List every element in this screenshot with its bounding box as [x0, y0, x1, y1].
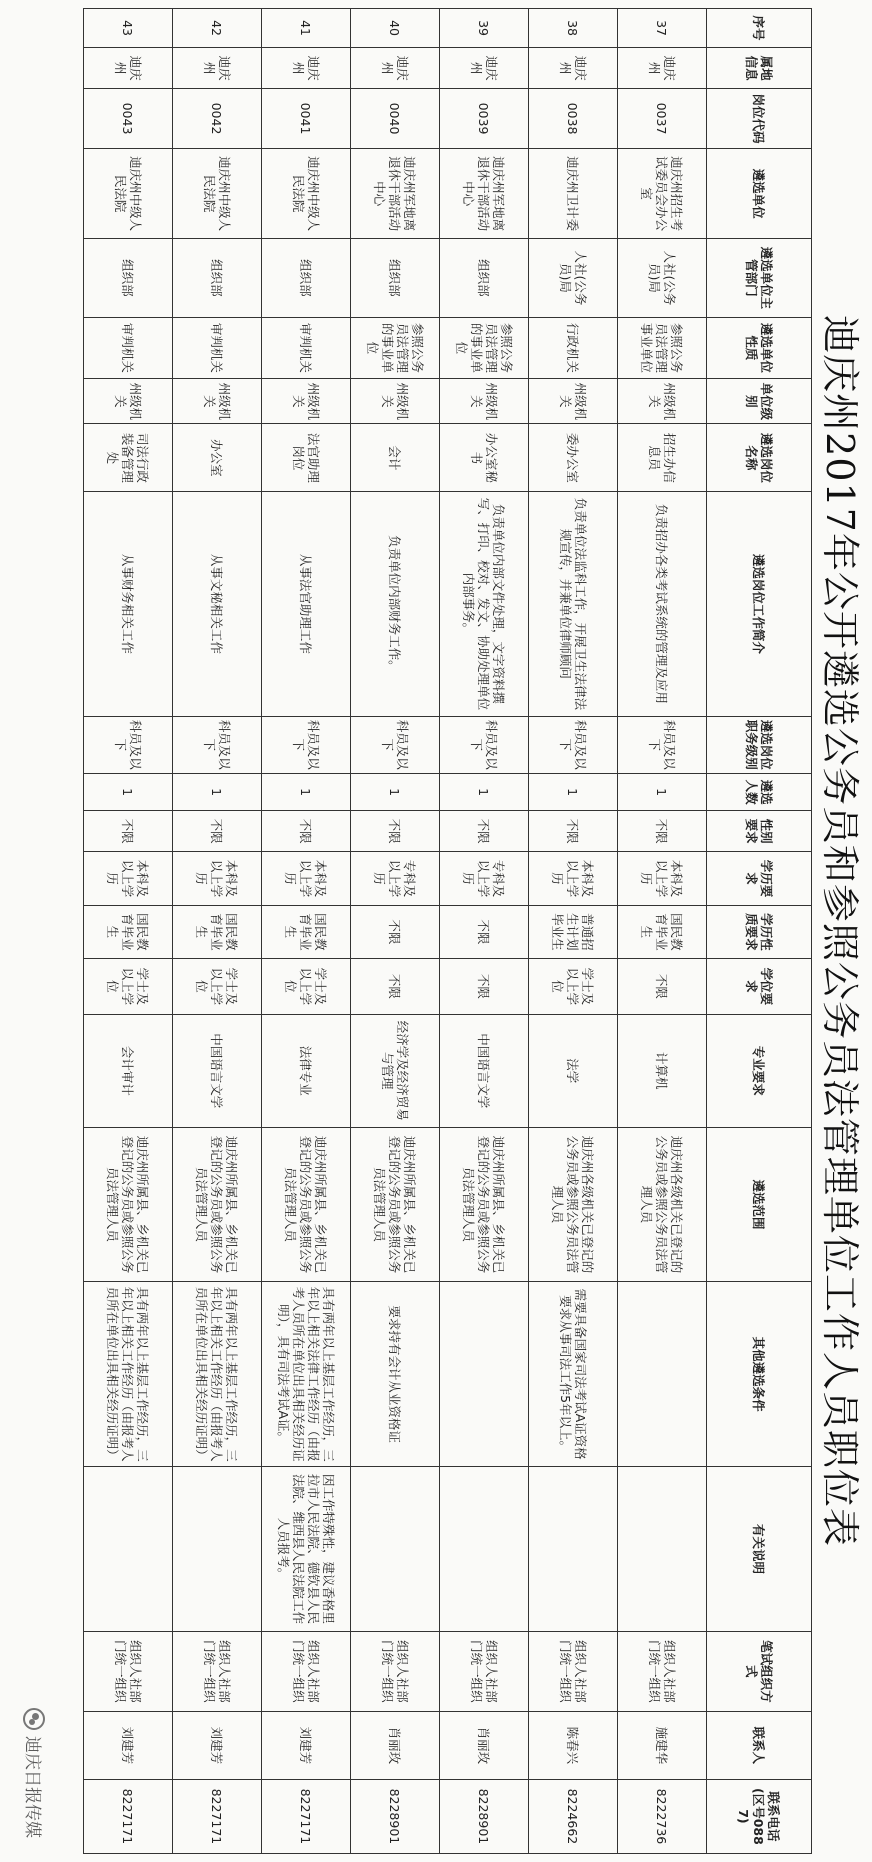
- table-cell: 0038: [529, 89, 618, 149]
- table-cell: 科员及以下: [529, 716, 618, 774]
- column-header: 遴选岗位工作简介: [707, 492, 812, 716]
- table-cell: 1: [351, 774, 440, 811]
- table-row: [529, 9, 618, 1854]
- column-header: 遴选人数: [707, 774, 812, 811]
- table-cell: [440, 1282, 529, 1467]
- table-cell: 参照公务员法管理的事业单位: [351, 317, 440, 379]
- table-cell: 40: [351, 9, 440, 48]
- column-header: 遴选范围: [707, 1127, 812, 1281]
- table-row: [84, 9, 173, 1854]
- table-cell: 组织人社部门统一组织: [351, 1631, 440, 1711]
- table-cell: 州级机关: [173, 379, 262, 424]
- table-cell: 科员及以下: [173, 716, 262, 774]
- table-cell: 中国语言文学: [440, 1014, 529, 1127]
- table-cell: 组织人社部门统一组织: [262, 1631, 351, 1711]
- column-header: 属地信息: [707, 48, 812, 89]
- table-cell: 38: [529, 9, 618, 48]
- table-cell: 计算机: [618, 1014, 707, 1127]
- table-cell: 科员及以下: [351, 716, 440, 774]
- table-cell: 8224662: [529, 1779, 618, 1853]
- table-cell: 迪庆州各级机关已登记的公务员或参照公务员法管理人员: [529, 1127, 618, 1281]
- table-cell: 不限: [440, 905, 529, 958]
- table-cell: 本科及以上学历: [262, 852, 351, 905]
- watermark: [22, 1708, 47, 1838]
- table-cell: 负责招办各类考试系统的管理及应用: [618, 492, 707, 716]
- document-title: 迪庆州2017年公开遴选公务员和参照公务员法管理单位工作人员职位表: [818, 315, 862, 1547]
- table-cell: 肖丽玫: [440, 1711, 529, 1779]
- column-header: 学历性质要求: [707, 905, 812, 958]
- table-cell: 国民教育毕业生: [262, 905, 351, 958]
- table-cell: 组织部: [440, 239, 529, 317]
- table-cell: 审判机关: [84, 317, 173, 379]
- column-header: 专业要求: [707, 1014, 812, 1127]
- table-cell: 1: [84, 774, 173, 811]
- table-cell: 8222736: [618, 1779, 707, 1853]
- table-cell: 审判机关: [262, 317, 351, 379]
- table-cell: 8228901: [351, 1779, 440, 1853]
- table-cell: 1: [529, 774, 618, 811]
- table-cell: 刘建芳: [84, 1711, 173, 1779]
- column-header: 有关说明: [707, 1467, 812, 1632]
- table-body: [84, 9, 707, 1854]
- table-cell: 组织部: [84, 239, 173, 317]
- table-cell: 迪庆州: [84, 48, 173, 89]
- table-cell: 迪庆州招生考试委员会办公室: [618, 148, 707, 239]
- table-cell: 从事财务相关工作: [84, 492, 173, 716]
- table-cell: 迪庆州军地离退休干部活动中心: [351, 148, 440, 239]
- table-row: [262, 9, 351, 1854]
- table-row: [440, 9, 529, 1854]
- wechat-icon: [24, 1708, 46, 1730]
- table-cell: 科员及以下: [618, 716, 707, 774]
- table-cell: 普通招生计划毕业生: [529, 905, 618, 958]
- table-cell: 迪庆州: [262, 48, 351, 89]
- table-cell: 要求持有会计从业资格证: [351, 1282, 440, 1467]
- column-header: 岗位代码: [707, 89, 812, 149]
- table-cell: 参照公务员法管理事业单位: [618, 317, 707, 379]
- column-header: 序号: [707, 9, 812, 48]
- table-cell: 0040: [351, 89, 440, 149]
- table-cell: 0037: [618, 89, 707, 149]
- table-cell: 0041: [262, 89, 351, 149]
- table-cell: 具有两年以上基层工作经历，三年以上相关法律工作经历（由报考人员所在单位出具相关经历证明），具有司法考试A证。: [262, 1282, 351, 1467]
- table-cell: 负责单位内部文件处理，文字资料撰写、打印、校对、发文、协助处理单位内部事务。: [440, 492, 529, 716]
- table-cell: 迪庆州: [173, 48, 262, 89]
- table-cell: 学士及以上学位: [84, 959, 173, 1015]
- table-row: [173, 9, 262, 1854]
- table-cell: 1: [173, 774, 262, 811]
- table-cell: 州级机关: [440, 379, 529, 424]
- column-header: 遴选单位主管部门: [707, 239, 812, 317]
- table-cell: 迪庆州: [529, 48, 618, 89]
- table-cell: 行政机关: [529, 317, 618, 379]
- table-cell: 本科及以上学历: [84, 852, 173, 905]
- column-header: 其他遴选条件: [707, 1282, 812, 1467]
- table-cell: 人社(公务员)局: [529, 239, 618, 317]
- table-cell: 迪庆州所属县、乡机关已登记的公务员或参照公务员法管理人员: [351, 1127, 440, 1281]
- column-header: 性别要求: [707, 811, 812, 852]
- table-cell: 参照公务员法管理的事业单位: [440, 317, 529, 379]
- table-cell: 迪庆州军地离退休干部活动中心: [440, 148, 529, 239]
- table-cell: 陈春兴: [529, 1711, 618, 1779]
- table-cell: 不限: [618, 811, 707, 852]
- table-cell: 不限: [440, 811, 529, 852]
- table-cell: 国民教育毕业生: [618, 905, 707, 958]
- table-cell: 组织部: [173, 239, 262, 317]
- table-cell: 科员及以下: [262, 716, 351, 774]
- table-cell: 迪庆州所属县、乡机关已登记的公务员或参照公务员法管理人员: [173, 1127, 262, 1281]
- table-cell: 肖丽玫: [351, 1711, 440, 1779]
- table-cell: 法学: [529, 1014, 618, 1127]
- table-cell: 本科及以上学历: [529, 852, 618, 905]
- table-cell: 不限: [618, 959, 707, 1015]
- table-cell: 组织部: [351, 239, 440, 317]
- table-cell: 41: [262, 9, 351, 48]
- table-cell: 不限: [351, 905, 440, 958]
- table-cell: 8227171: [84, 1779, 173, 1853]
- table-cell: 州级机关: [262, 379, 351, 424]
- table-cell: 学士及以上学位: [262, 959, 351, 1015]
- table-cell: 州级机关: [84, 379, 173, 424]
- table-cell: 39: [440, 9, 529, 48]
- table-cell: [529, 1467, 618, 1632]
- table-cell: 组织人社部门统一组织: [173, 1631, 262, 1711]
- table-cell: 审判机关: [173, 317, 262, 379]
- table-cell: 学士及以上学位: [173, 959, 262, 1015]
- column-header: 联系人: [707, 1711, 812, 1779]
- table-cell: 科员及以下: [440, 716, 529, 774]
- table-cell: 42: [173, 9, 262, 48]
- table-row: [351, 9, 440, 1854]
- table-cell: 1: [618, 774, 707, 811]
- table-cell: 迪庆州所属县、乡机关已登记的公务员或参照公务员法管理人员: [84, 1127, 173, 1281]
- table-cell: 招生办信息员: [618, 424, 707, 492]
- table-cell: 迪庆州所属县、乡机关已登记的公务员或参照公务员法管理人员: [262, 1127, 351, 1281]
- table-cell: 迪庆州: [618, 48, 707, 89]
- job-table: [83, 8, 812, 1854]
- table-cell: 国民教育毕业生: [173, 905, 262, 958]
- table-cell: 不限: [529, 811, 618, 852]
- table-cell: 司法行政装备管理处: [84, 424, 173, 492]
- table-cell: 本科及以上学历: [173, 852, 262, 905]
- table-cell: 组织人社部门统一组织: [529, 1631, 618, 1711]
- table-cell: 8228901: [440, 1779, 529, 1853]
- table-cell: 学士及以上学位: [529, 959, 618, 1015]
- table-cell: 科员及以下: [84, 716, 173, 774]
- column-header: 学历要求: [707, 852, 812, 905]
- table-cell: 不限: [173, 811, 262, 852]
- table-cell: 不限: [440, 959, 529, 1015]
- table-cell: [173, 1467, 262, 1632]
- table-cell: 刘建芳: [262, 1711, 351, 1779]
- table-cell: 37: [618, 9, 707, 48]
- table-cell: 负责单位法监科工作，开展卫生法律法规宣传，并兼单位律师顾问: [529, 492, 618, 716]
- table-cell: 8227171: [262, 1779, 351, 1853]
- table-cell: 刘建芳: [173, 1711, 262, 1779]
- column-header: 遴选单位: [707, 148, 812, 239]
- table-cell: 组织人社部门统一组织: [618, 1631, 707, 1711]
- watermark-text: 迪庆日报传媒: [22, 1736, 42, 1838]
- header-row: [707, 9, 812, 1854]
- table-cell: 迪庆州所属县、乡机关已登记的公务员或参照公务员法管理人员: [440, 1127, 529, 1281]
- table-cell: 不限: [262, 811, 351, 852]
- table-cell: [440, 1467, 529, 1632]
- table-cell: 迪庆州各级机关已登记的公务员或参照公务员法管理人员: [618, 1127, 707, 1281]
- table-cell: 从事法官助理工作: [262, 492, 351, 716]
- table-cell: [618, 1467, 707, 1632]
- table-cell: 具有两年以上基层工作经历，三年以上相关工作经历（由报考人员所在单位出具相关经历证明）: [173, 1282, 262, 1467]
- table-cell: 因工作特殊性，建议香格里拉市人民法院、德钦县人民法院、维西县人民法院工作人员报考。: [262, 1467, 351, 1632]
- table-cell: 会计: [351, 424, 440, 492]
- column-header: 学位要求: [707, 959, 812, 1015]
- table-cell: 迪庆州: [351, 48, 440, 89]
- table-cell: 0039: [440, 89, 529, 149]
- table-cell: 不限: [84, 811, 173, 852]
- table-cell: 组织人社部门统一组织: [84, 1631, 173, 1711]
- table-cell: 本科及以上学历: [618, 852, 707, 905]
- table-cell: 办公室秘书: [440, 424, 529, 492]
- table-cell: 迪庆州: [440, 48, 529, 89]
- column-header: 单位级别: [707, 379, 812, 424]
- table-cell: 州级机关: [351, 379, 440, 424]
- table-cell: 法律专业: [262, 1014, 351, 1127]
- table-cell: 1: [262, 774, 351, 811]
- table-cell: 43: [84, 9, 173, 48]
- table-cell: 经济学及经济贸易与管理: [351, 1014, 440, 1127]
- column-header: 联系电话(区号0887): [707, 1779, 812, 1853]
- table-cell: 州级机关: [529, 379, 618, 424]
- table-cell: 1: [440, 774, 529, 811]
- table-cell: 委办公室: [529, 424, 618, 492]
- table-cell: 法官助理岗位: [262, 424, 351, 492]
- table-cell: 不限: [351, 959, 440, 1015]
- table-cell: 需要具备国家司法考试A证资格要求从事司法工作5年以上。: [529, 1282, 618, 1467]
- column-header: 遴选岗位名称: [707, 424, 812, 492]
- table-cell: 办公室: [173, 424, 262, 492]
- table-cell: 8227171: [173, 1779, 262, 1853]
- table-cell: [84, 1467, 173, 1632]
- column-header: 遴选岗位职务级别: [707, 716, 812, 774]
- table-cell: 组织人社部门统一组织: [440, 1631, 529, 1711]
- table-cell: 具有两年以上基层工作经历，三年以上相关工作经历（由报考人员所在单位出具相关经历证明）: [84, 1282, 173, 1467]
- table-cell: 0042: [173, 89, 262, 149]
- table-cell: 迪庆州中级人民法院: [173, 148, 262, 239]
- table-cell: [351, 1467, 440, 1632]
- table-cell: 组织部: [262, 239, 351, 317]
- table-cell: 专科及以上学历: [440, 852, 529, 905]
- table-cell: 迪庆州中级人民法院: [84, 148, 173, 239]
- table-cell: 人社(公务员)局: [618, 239, 707, 317]
- column-header: 笔试组织方式: [707, 1631, 812, 1711]
- column-header: 遴选单位性质: [707, 317, 812, 379]
- table-row: [618, 9, 707, 1854]
- table-cell: 不限: [351, 811, 440, 852]
- table-cell: 国民教育毕业生: [84, 905, 173, 958]
- table-cell: 迪庆州中级人民法院: [262, 148, 351, 239]
- table-cell: 中国语言文学: [173, 1014, 262, 1127]
- table-cell: 迪庆州卫计委: [529, 148, 618, 239]
- table-cell: 从事文秘相关工作: [173, 492, 262, 716]
- table-cell: 专科及以上学历: [351, 852, 440, 905]
- table-cell: 负责单位内部财务工作。: [351, 492, 440, 716]
- table-cell: 施建华: [618, 1711, 707, 1779]
- table-cell: [618, 1282, 707, 1467]
- table-cell: 会计审计: [84, 1014, 173, 1127]
- table-cell: 0043: [84, 89, 173, 149]
- table-cell: 州级机关: [618, 379, 707, 424]
